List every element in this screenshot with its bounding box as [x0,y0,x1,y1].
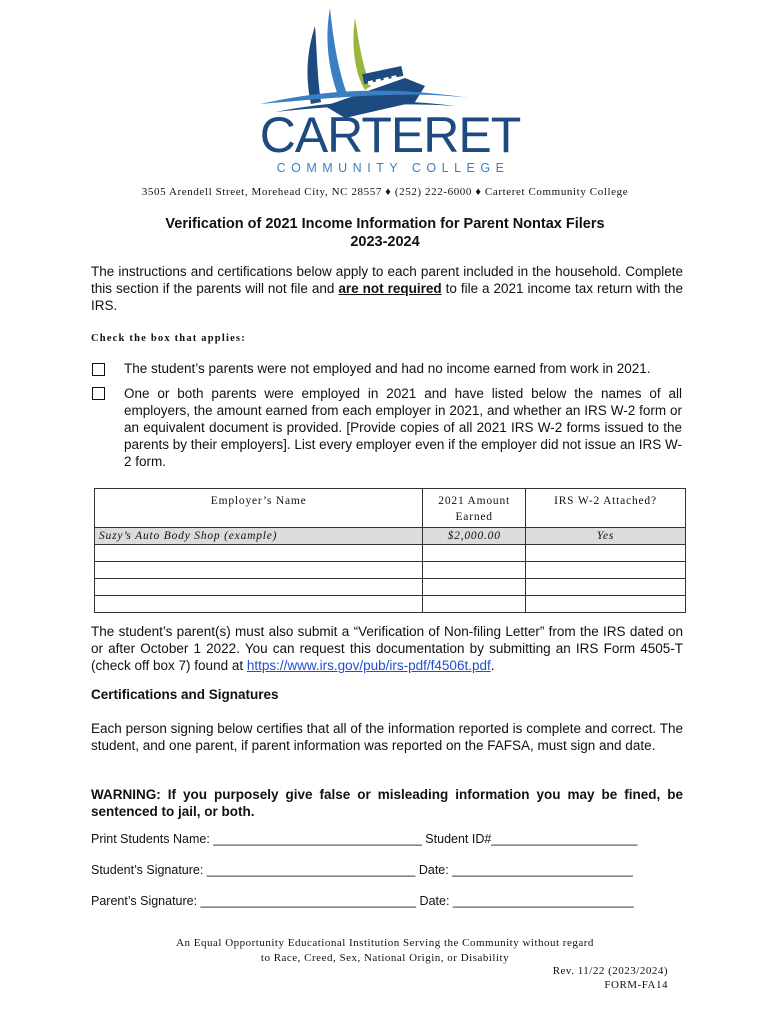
irs-note-text: The student’s parent(s) must also submit a “Verification of Non-filing Letter” from the IRS dated on or after October 1 2022. You can request this documentation by submitting an IRS Form 4505-T (check off box 7) found at [91,624,683,673]
cell-employer[interactable] [95,596,423,613]
cell-w2[interactable] [525,579,685,596]
college-address: 3505 Arendell Street, Morehead City, NC 28557 ♦ (252) 222-6000 ♦ Carteret Community College [141,186,629,198]
irs-form-link[interactable]: https://www.irs.gov/pub/irs-pdf/f4506t.pdf [246,658,491,673]
form-title-year: 2023-2024 [350,234,420,250]
employer-table [94,488,686,613]
option-employed: One or both parents were employed in 2021 and have listed below the names of all employers, the amount earned from each employer in 2021, and whether an IRS W-2 form or an equivalent document is provided. [Provide copies of all 2021 IRS W-2 forms issued to the parents by their employers]. List every employer even if the employer did not issue an IRS W-2 form. [124,386,683,469]
form-title [0,215,770,251]
certifications-heading: Certifications and Signatures [91,687,279,702]
header-w2-attached: IRS W-2 Attached? [525,489,685,528]
logo-sail-mid [327,8,347,98]
equal-opportunity-footer [0,936,770,966]
warning-text: WARNING: If you purposely give false or misleading information you may be fined, be sentenced to jail, or both. [91,787,683,819]
logo-wordmark: CARTERET [259,107,521,163]
option-no-income: The student’s parents were not employed and had no income earned from work in 2021. [124,361,651,376]
cell-employer[interactable] [95,562,423,579]
cell-amount[interactable] [423,596,526,613]
intro-text-a: The instructions and certifications below apply to each parent included in the household. Complete this section if the parents will not file and [91,264,683,296]
checkbox-employed[interactable] [92,387,105,400]
irs-note-paragraph [91,623,683,674]
irs-note-end: . [490,658,495,673]
cell-w2: Yes [525,528,685,545]
table-row [95,596,686,613]
checkbox-no-income[interactable] [92,363,105,376]
intro-text-b: to file a 2021 income tax return with the IRS. [91,281,683,313]
table-row-example [95,528,686,545]
footer-line-2: to Race, Creed, Sex, National Origin, or Disability [260,952,510,964]
college-logo [255,6,525,178]
cell-amount[interactable] [423,545,526,562]
form-title-main: Verification of 2021 Income Information for Parent Nontax Filers [165,216,605,232]
logo-sail-left [308,26,321,104]
logo-subtitle: COMMUNITY COLLEGE [276,161,510,175]
header-amount-earned: 2021 Amount Earned [423,489,526,528]
table-header-row [95,489,686,528]
intro-paragraph [91,263,683,314]
cell-employer: Suzy’s Auto Body Shop (example) [95,528,423,545]
cell-employer[interactable] [95,579,423,596]
cell-w2[interactable] [525,562,685,579]
cell-amount[interactable] [423,579,526,596]
student-name-line[interactable]: Print Students Name: ______________________________ Student ID#_____________________ [91,832,638,846]
form-revision [553,964,668,992]
table-row [95,562,686,579]
intro-emphasis: are not required [338,281,442,296]
cell-amount[interactable] [423,562,526,579]
cell-w2[interactable] [525,596,685,613]
footer-line-1: An Equal Opportunity Educational Institution Serving the Community without regard [176,937,594,949]
certification-paragraph: Each person signing below certifies that all of the information reported is complete and correct. The student, and one parent, if parent information was reported on the FAFSA, must sign and date. [91,721,683,753]
header-employer-name: Employer’s Name [95,489,423,528]
form-number: FORM-FA14 [604,979,668,991]
cell-amount: $2,000.00 [423,528,526,545]
check-instruction: Check the box that applies: [91,333,246,344]
revision-date: Rev. 11/22 (2023/2024) [552,965,668,977]
table-row [95,545,686,562]
cell-w2[interactable] [525,545,685,562]
cell-employer[interactable] [95,545,423,562]
student-signature-line[interactable]: Student’s Signature: ______________________________ Date: __________________________ [91,863,633,877]
table-row [95,579,686,596]
parent-signature-line[interactable]: Parent’s Signature: _______________________________ Date: __________________________ [91,894,634,908]
